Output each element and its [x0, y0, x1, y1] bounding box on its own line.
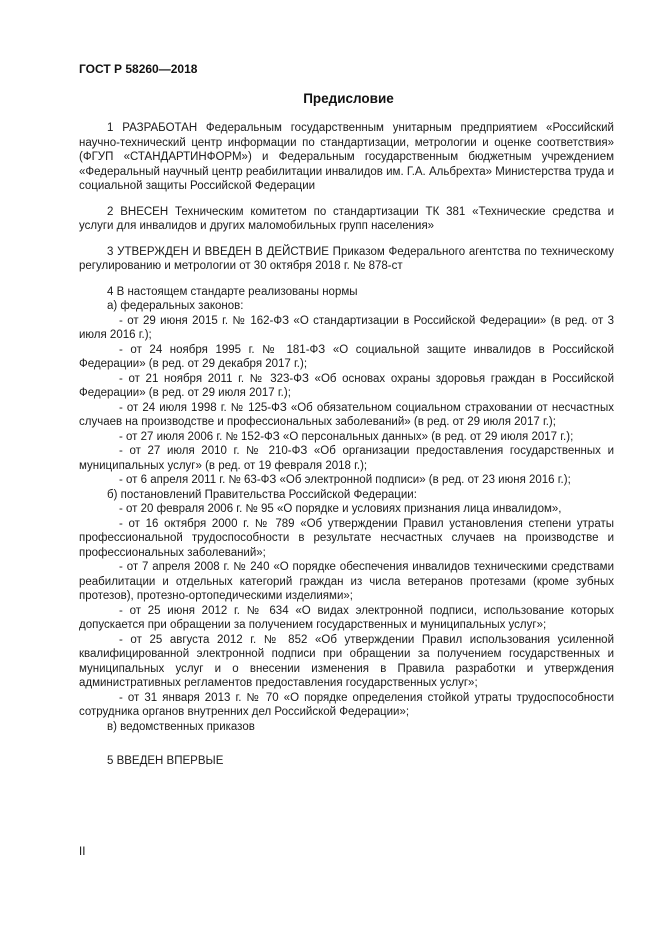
paragraph-submitted-by: 2 ВНЕСЕН Техническим комитетом по стандартизации ТК 381 «Технические средства и услуги для инвалидов и других маломобильных групп населения»	[79, 205, 614, 232]
government-resolution-item: - от 16 октября 2000 г. № 789 «Об утверждении Правил установления степени утраты профессиональной трудоспособности в результате несчастных случаев на производстве и профессиональных заболеваний»;	[79, 517, 614, 559]
government-resolution-item: - от 25 июня 2012 г. № 634 «О видах электронной подписи, использование которых допускается при обращении за получением государственных и муниципальных услуг»;	[79, 604, 614, 631]
paragraph-first-introduced: 5 ВВЕДЕН ВПЕРВЫЕ	[107, 755, 224, 767]
departmental-orders-heading: в) ведомственных приказов	[107, 720, 255, 733]
federal-law-item: - от 27 июля 2010 г. № 210-ФЗ «Об организации предоставления государственных и муниципальных услуг» (в ред. от 19 февраля 2018 г.);	[79, 445, 614, 472]
federal-law-item: - от 24 июля 1998 г. № 125-ФЗ «Об обязательном социальном страховании от несчастных случаев на производстве и профессиональных заболеваний» (в ред. от 29 июля 2017 г.);	[79, 401, 614, 428]
federal-law-item: - от 24 ноября 1995 г. № 181-ФЗ «О социальной защите инвалидов в Российской Федерации» (в ред. от 29 декабря 2017 г.);	[79, 343, 614, 370]
government-resolution-item: - от 25 августа 2012 г. № 852 «Об утверждении Правил использования усиленной квалифицированной электронной подписи при обращении за получением государственных и муниципальных услуг и о внесении изменения в Правила разработки и утверждения административных регламентов предоставления государственных услуг»;	[79, 633, 614, 689]
paragraph-norms-intro: 4 В настоящем стандарте реализованы нормы	[107, 285, 358, 298]
federal-law-item: - от 21 ноября 2011 г. № 323-ФЗ «Об основах охраны здоровья граждан в Российской Федерации» (в ред. от 29 июля 2017 г.);	[79, 372, 614, 399]
document-code-header: ГОСТ Р 58260—2018	[79, 62, 198, 76]
government-resolution-item: - от 31 января 2013 г. № 70 «О порядке определения стойкой утраты трудоспособности сотрудника органов внутренних дел Российской Федерации»;	[79, 691, 614, 718]
page-title: Предисловие	[303, 91, 394, 106]
page-number: II	[79, 846, 86, 858]
federal-laws-heading: а) федеральных законов:	[107, 300, 244, 312]
government-resolution-item: - от 20 февраля 2006 г. № 95 «О порядке и условиях признания лица инвалидом»,	[119, 503, 562, 515]
foreword-body	[79, 121, 614, 769]
paragraph-developed-by: 1 РАЗРАБОТАН Федеральным государственным унитарным предприятием «Российский научно-технический центр информации по стандартизации, метрологии и оценке соответствия» (ФГУП «СТАНДАРТИНФОРМ») и Федеральным государственным бюджетным учреждением «Федеральный научный центр реабилитации инвалидов им. Г.А. Альбрехта» Министерства труда и социальной защиты Российской Федерации	[79, 122, 614, 192]
government-resolution-item: - от 7 апреля 2008 г. № 240 «О порядке обеспечения инвалидов техническими средствами реабилитации и отдельных категорий граждан из числа ветеранов протезами (кроме зубных протезов), протезно-ортопедическими изделиями»;	[79, 561, 614, 602]
federal-law-item: - от 6 апреля 2011 г. № 63-ФЗ «Об электронной подписи» (в ред. от 23 июня 2016 г.);	[119, 474, 571, 486]
federal-law-item: - от 27 июля 2006 г. № 152-ФЗ «О персональных данных» (в ред. от 29 июля 2017 г.);	[119, 430, 574, 443]
government-resolutions-heading: б) постановлений Правительства Российской Федерации:	[107, 488, 417, 501]
federal-law-item: - от 29 июня 2015 г. № 162-ФЗ «О стандартизации в Российской Федерации» (в ред. от 3 июля 2016 г.);	[79, 314, 614, 341]
paragraph-approved: 3 УТВЕРЖДЕН И ВВЕДЕН В ДЕЙСТВИЕ Приказом Федерального агентства по техническому регулированию и метрологии от 30 октября 2018 г. № 878-ст	[79, 245, 614, 272]
